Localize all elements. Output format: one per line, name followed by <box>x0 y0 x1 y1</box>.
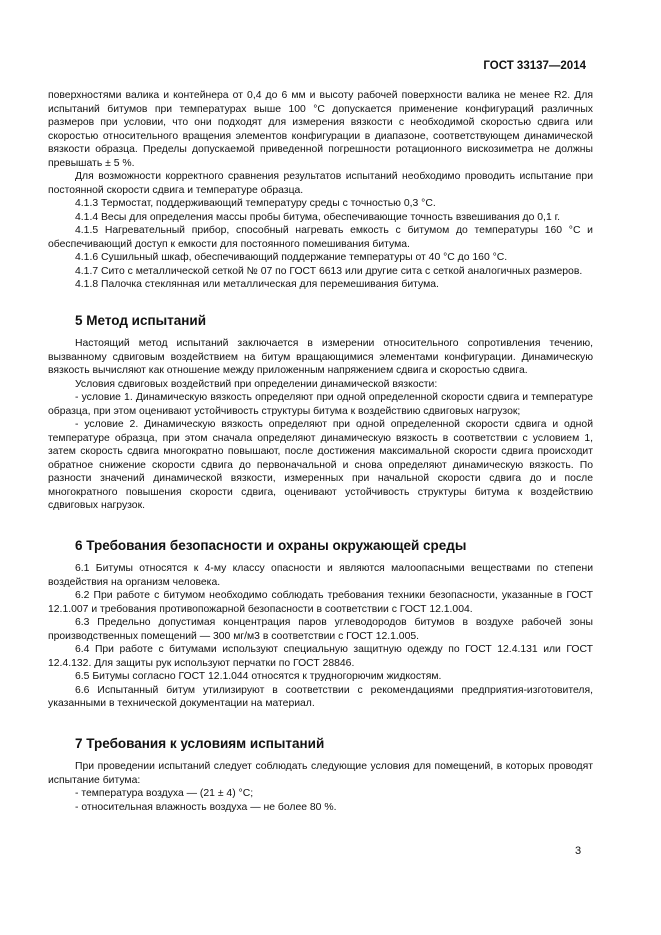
paragraph: Для возможности корректного сравнения результатов испытаний необходимо проводить испытание при постоянной скорости сдвига и температуре образца. <box>48 171 593 196</box>
paragraph: При проведении испытаний следует соблюдать следующие условия для помещений, в которых проводят испытание битума: <box>48 761 593 786</box>
paragraph: Настоящий метод испытаний заключается в измерении относительного сопротивления течению, вызванному сдвиговым воздействием на битум вращающимися элементами конфигурации. Динамическую вязкость вычисляют как отношение между приложенным напряжением сдвига и скоростью сдвига. <box>48 338 593 376</box>
paragraph: 4.1.4 Весы для определения массы пробы битума, обеспечивающие точность взвешивания до 0,1 г. <box>75 211 561 223</box>
list-item: - относительная влажность воздуха — не более 80 %. <box>75 801 337 813</box>
section-5-body <box>48 337 593 513</box>
section-4-continuation <box>48 89 593 292</box>
paragraph: 6.3 Предельно допустимая концентрация паров углеводородов битумов в воздухе рабочей зоны производственных помещений — 300 мг/м3 в соответствии с ГОСТ 12.1.005. <box>48 617 593 642</box>
section-heading-5: 5 Метод испытаний <box>75 312 207 328</box>
paragraph: поверхностями валика и контейнера от 0,4 до 6 мм и высоту рабочей поверхности валика не менее R2. Для испытаний битумов при температурах выше 100 °С допускается применение конфигураций различных размеров при условии, что они подходят для измерения вязкости с необходимой скоростью сдвига или скоростью относительного вращения элементов конфигурации в диапазоне, соответствующем динамической вязкости образца. Пределы допускаемой приведенной погрешности ротационного вискозиметра не должны превышать ± 5 %. <box>48 90 593 169</box>
section-6-body <box>48 562 593 711</box>
section-heading-6: 6 Требования безопасности и охраны окружающей среды <box>75 537 467 553</box>
paragraph: 4.1.7 Сито с металлической сеткой № 07 по ГОСТ 6613 или другие сита с сеткой аналогичных размеров. <box>75 265 583 277</box>
document-code-header: ГОСТ 33137—2014 <box>483 60 586 72</box>
paragraph: 4.1.5 Нагревательный прибор, способный нагревать емкость с битумом до температуры 160 °С и обеспечивающий доступ к емкости для постоянного помешивания битума. <box>48 225 593 250</box>
paragraph: 4.1.8 Палочка стеклянная или металлическая для перемешивания битума. <box>75 279 439 290</box>
section-heading-7: 7 Требования к условиям испытаний <box>75 735 325 751</box>
page-content <box>48 89 593 814</box>
paragraph: 6.4 При работе с битумами используют специальную защитную одежду по ГОСТ 12.4.131 или ГОСТ 12.4.132. Для защиты рук используют перчатки по ГОСТ 28846. <box>48 644 593 669</box>
paragraph: 4.1.3 Термостат, поддерживающий температуру среды с точностью 0,3 °С. <box>75 198 436 209</box>
paragraph: 6.6 Испытанный битум утилизируют в соответствии с рекомендациями предприятия-изготовителя, указанными в технической документации на материал. <box>48 684 593 709</box>
section-7-body <box>48 760 593 814</box>
paragraph: 6.5 Битумы согласно ГОСТ 12.1.044 относятся к трудногорючим жидкостям. <box>75 671 442 682</box>
paragraph: 6.1 Битумы относятся к 4-му классу опасности и являются малоопасными веществами по степени воздействия на организм человека. <box>48 563 593 588</box>
list-item: - условие 2. Динамическую вязкость определяют при одной определенной скорости сдвига и одной температуре образца, при этом сначала определяют динамическую вязкость в соответствии с условием 1, затем скорость сдвига многократно повышают, после достижения максимальной скорости сдвига происходит обратное снижение скорости сдвига до первоначальной и снова определяют динамическую вязкость. По разности значений динамической вязкости, измеренных при начальной скорости сдвига до и после многократного повышения скорости сдвига, оценивают устойчивость структуры битума к воздействию сдвиговых нагрузок. <box>48 419 593 511</box>
page-number: 3 <box>575 845 582 857</box>
paragraph: 4.1.6 Сушильный шкаф, обеспечивающий поддержание температуры от 40 °С до 160 °С. <box>75 252 508 263</box>
paragraph: Условия сдвиговых воздействий при определении динамической вязкости: <box>75 378 438 390</box>
list-item: - условие 1. Динамическую вязкость определяют при одной определенной скорости сдвига и температуре образца, при этом оценивают устойчивость структуры битума к воздействию сдвиговых нагрузок; <box>48 392 593 417</box>
paragraph: 6.2 При работе с битумом необходимо соблюдать требования техники безопасности, указанные в ГОСТ 12.1.007 и требования противопожарной безопасности в соответствии с ГОСТ 12.1.004. <box>48 590 593 615</box>
list-item: - температура воздуха — (21 ± 4) °С; <box>75 788 254 799</box>
